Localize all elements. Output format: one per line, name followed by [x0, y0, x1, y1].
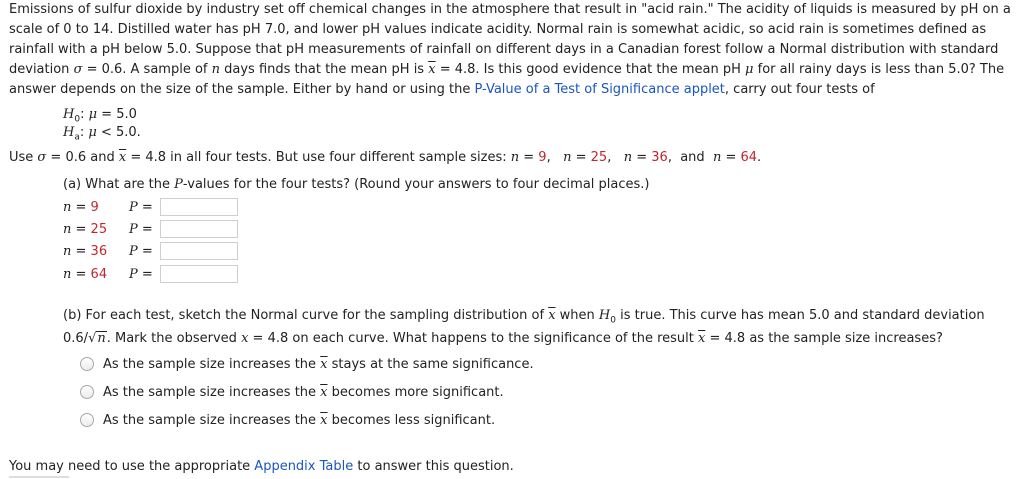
- intro-text-6: , carry out four tests of: [724, 82, 875, 97]
- row-n-label: n: [63, 267, 72, 282]
- use-sigma: σ: [37, 150, 47, 165]
- use-n-1: n: [510, 150, 520, 165]
- answer-row-n9: n = 9 P =: [63, 200, 153, 215]
- part-b-text-7: = 4.8 as the sample size increases?: [705, 331, 943, 346]
- part-b-text-1: (b) For each test, sketch the Normal curve for the sampling distribution of: [63, 308, 549, 323]
- problem-intro: [9, 0, 1021, 100]
- mu-symbol: μ: [745, 62, 754, 77]
- intro-text-4: = 4.8. Is this good evidence that the mean pH: [435, 62, 746, 77]
- appendix-table-link[interactable]: Appendix Table: [254, 459, 354, 474]
- option-xbar: $\overline{x}$: [320, 413, 328, 428]
- intro-text-3: days finds that the mean pH is: [220, 62, 429, 77]
- ha-value: < 5.0.: [96, 125, 141, 140]
- part-b-h: H: [598, 308, 611, 323]
- h0-label: H: [63, 107, 75, 122]
- use-text-3: = 4.8 in all four tests. But use four different sample sizes:: [126, 150, 511, 165]
- radio-button[interactable]: [80, 413, 94, 427]
- h0-subscript: 0: [74, 114, 81, 125]
- row-p-label: P: [129, 222, 138, 237]
- footer-text-2: to answer this question.: [353, 459, 514, 474]
- ha-mu: μ: [88, 125, 97, 140]
- sqrt-n: n: [97, 331, 106, 346]
- row-p-label: P: [129, 244, 138, 259]
- answer-row-n36: n = 36 P =: [63, 244, 153, 259]
- p-value-input-n64[interactable]: [160, 265, 238, 283]
- option-pre-text: As the sample size increases the: [103, 413, 321, 428]
- p-value-input-n9[interactable]: [160, 198, 238, 216]
- intro-text-2: = 0.6. A sample of: [82, 62, 212, 77]
- part-b-text-3: is true. This curve has mean 5.0 and standard deviation: [615, 308, 985, 323]
- row-n-label: n: [63, 222, 72, 237]
- footer-text-1: You may need to use the appropriate: [9, 459, 255, 474]
- alt-hypothesis: $H_a$: μ < 5.0.: [63, 125, 141, 143]
- option-more-significant[interactable]: [80, 383, 504, 403]
- part-b-question-line1: [63, 308, 985, 326]
- option-pre-text: As the sample size increases the: [103, 357, 321, 372]
- answer-row-n25: n = 25 P =: [63, 222, 153, 237]
- h0-value: = 5.0: [97, 107, 137, 122]
- sample-sizes-line: Use σ = 0.6 and $\overline{x} = 4.8$ in all four tests. But use four different sample sizes: n = 9, n = 25, n = 36, and n = 64.: [9, 150, 762, 165]
- option-label: stays at the same significance.: [327, 357, 534, 372]
- radio-button[interactable]: [80, 357, 94, 371]
- option-same-significance[interactable]: [80, 355, 534, 375]
- part-a-question: [63, 177, 649, 192]
- answer-row-n64: n = 64 P =: [63, 267, 153, 282]
- part-b-text-4: 0.6/: [63, 331, 89, 346]
- row-n-value: 9: [90, 200, 99, 215]
- use-n-3: n: [623, 150, 633, 165]
- option-xbar: $\overline{x}$: [320, 357, 328, 372]
- sqrt-symbol: √n: [88, 331, 106, 346]
- row-n-value: 64: [90, 267, 108, 282]
- row-n-label: n: [63, 200, 72, 215]
- use-text-1: Use: [9, 150, 38, 165]
- sample-size-1: 9: [538, 150, 547, 165]
- ha-subscript: a: [74, 132, 80, 143]
- part-b-text-5: . Mark the observed: [106, 331, 242, 346]
- option-pre-text: As the sample size increases the: [103, 385, 321, 400]
- option-less-significant[interactable]: [80, 411, 495, 431]
- radio-button[interactable]: [80, 385, 94, 399]
- footer-divider: [9, 476, 69, 478]
- applet-link[interactable]: P-Value of a Test of Significance applet: [474, 82, 725, 97]
- use-n-4: n: [712, 150, 722, 165]
- use-and: and: [680, 150, 705, 165]
- part-a-p: P: [174, 177, 183, 192]
- sample-size-4: 64: [740, 150, 758, 165]
- part-b-xbar: $\overline{x}$: [548, 308, 556, 323]
- n-symbol: n: [211, 62, 220, 77]
- row-n-value: 25: [90, 222, 108, 237]
- part-b-text-2: when: [555, 308, 599, 323]
- part-b-h-sub: 0: [610, 315, 616, 326]
- option-label: becomes more significant.: [327, 385, 504, 400]
- part-b-text-6: = 4.8 on each curve. What happens to the significance of the result: [248, 331, 699, 346]
- xbar-symbol: $\overline{x}$: [428, 62, 436, 77]
- use-n-2: n: [563, 150, 572, 165]
- option-label: becomes less significant.: [327, 413, 496, 428]
- sample-size-2: 25: [590, 150, 608, 165]
- h0-mu: μ: [88, 107, 98, 122]
- p-value-input-n25[interactable]: [160, 220, 238, 238]
- intro-text-5: for all rainy days is less than 5.0? The answer depends on the size of the sample. Either by hand or using the: [9, 62, 1005, 97]
- row-n-value: 36: [90, 244, 108, 259]
- p-value-input-n36[interactable]: [160, 242, 238, 260]
- use-text-2: = 0.6 and: [46, 150, 119, 165]
- part-a-text-1: (a) What are the: [63, 177, 175, 192]
- sigma-symbol: σ: [73, 62, 83, 77]
- row-p-label: P: [129, 200, 138, 215]
- sample-size-3: 36: [651, 150, 668, 165]
- row-n-label: n: [63, 244, 72, 259]
- row-p-label: P: [129, 267, 138, 282]
- null-hypothesis: $H_0$: μ = 5.0: [63, 107, 137, 125]
- part-b-x: x: [241, 331, 249, 346]
- footer-note: [9, 459, 514, 474]
- part-b-xbar-2: $\overline{x}$: [698, 331, 706, 346]
- part-b-question-line2: [63, 331, 943, 346]
- option-xbar: $\overline{x}$: [320, 385, 328, 400]
- use-xbar: $\overline{x}$: [118, 150, 127, 165]
- ha-label: H: [63, 125, 75, 140]
- intro-text-1: Emissions of sulfur dioxide by industry set off chemical changes in the atmosphere that result in "acid rain." The acidity of liquids is measured by pH on a scale of 0 to 14. Distilled water has pH 7.0, and lower pH values indicate acidity. Normal rain is somewhat acidic, so acid rain is sometimes defined as rainfall with a pH below 5.0. Suppose that pH measurements of rainfall on different days in a Canadian forest follow a Normal distribution with standard deviation: [9, 2, 1011, 77]
- use-end: .: [757, 150, 762, 165]
- part-a-text-2: -values for the four tests? (Round your answers to four decimal places.): [182, 177, 650, 192]
